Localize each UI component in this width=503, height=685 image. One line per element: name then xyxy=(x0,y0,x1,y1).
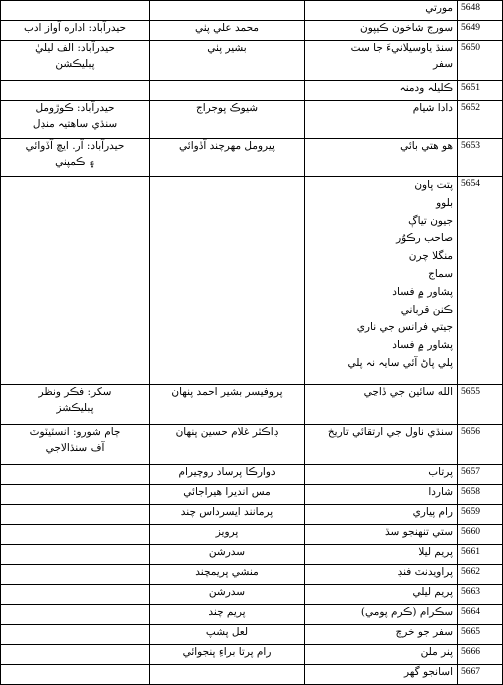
entry-author xyxy=(150,625,305,645)
table-row xyxy=(1,385,503,425)
entry-author xyxy=(150,21,305,41)
entry-publisher-line: ۽ ڪمپني xyxy=(55,155,95,168)
entry-author xyxy=(150,505,305,525)
entry-title-line: سنڌي ناول جي ارتقائي تاريخ xyxy=(327,426,453,438)
table-row xyxy=(1,565,503,585)
entry-title xyxy=(305,385,458,425)
entry-title-line: سنڌ ياوسيلانيءَ جا ست xyxy=(350,42,453,54)
entry-author xyxy=(150,485,305,505)
table-row xyxy=(1,41,503,81)
table-row xyxy=(1,1,503,21)
entry-number: 5651 xyxy=(458,81,503,101)
entry-title-line: هو هتي بائي xyxy=(400,140,453,152)
entry-title-line: ڪليلہ ودمنہ xyxy=(399,82,453,94)
entry-author-line: رام پرتا براءِ پنجوائي xyxy=(182,646,272,658)
entry-author xyxy=(150,525,305,545)
entry-publisher-line: ڄام شورو: انسٽيٽوٽ xyxy=(29,426,121,438)
table-row xyxy=(1,545,503,565)
table-row xyxy=(1,177,503,385)
entry-title-line: سڪرام (ڪرم پومي) xyxy=(360,606,453,618)
entry-number: 5649 xyxy=(458,21,503,41)
table-row xyxy=(1,81,503,101)
table-row xyxy=(1,21,503,41)
entry-publisher xyxy=(1,81,150,101)
entry-author xyxy=(150,177,305,385)
entry-author xyxy=(150,425,305,465)
table-row xyxy=(1,605,503,625)
entry-publisher-line: پبليڪشز xyxy=(56,401,94,414)
entry-number: 5663 xyxy=(458,585,503,605)
entry-publisher-line: حيدرآباد: اداره آواز ادب xyxy=(23,22,127,34)
entry-publisher xyxy=(1,585,150,605)
entry-author-line: بشير پٺي xyxy=(207,42,247,54)
entry-publisher xyxy=(1,505,150,525)
entry-title-line: جيتي فرانس جي ناري xyxy=(356,321,453,334)
entry-publisher-line: سنڌي ساهتيہ منڊل xyxy=(32,117,118,130)
entry-number: 5650 xyxy=(458,41,503,81)
entry-author-line: پرمانند ايسرداس چند xyxy=(180,506,274,518)
entry-title xyxy=(305,665,458,685)
entry-author-line: پيرومل مهرچند آڏوائي xyxy=(179,140,275,152)
entry-title-line: سفر جو خرچ xyxy=(395,626,453,638)
entry-title xyxy=(305,525,458,545)
entry-title-line: پريم ليلي xyxy=(412,586,453,598)
entry-title-line: پلي پاڻ آئي سايہ نہ پلي xyxy=(347,356,453,369)
entry-title xyxy=(305,81,458,101)
entry-title-line: پشاور ۾ فساد xyxy=(392,339,453,352)
table-row xyxy=(1,645,503,665)
entry-publisher-line: حيدرآباد: الف ليليٰ xyxy=(35,42,115,54)
entry-author xyxy=(150,41,305,81)
table-row xyxy=(1,525,503,545)
entry-publisher xyxy=(1,41,150,81)
entry-title-line: پشاور ۾ فساد xyxy=(392,285,453,298)
entry-author xyxy=(150,385,305,425)
entry-title xyxy=(305,505,458,525)
entry-title-line: دادا شيام xyxy=(412,102,453,114)
entry-title-line: جيون تياڳ xyxy=(408,214,453,227)
entry-title xyxy=(305,177,458,385)
entry-title xyxy=(305,545,458,565)
entry-title-line: سفر xyxy=(433,57,453,70)
entry-publisher xyxy=(1,101,150,139)
entry-publisher xyxy=(1,665,150,685)
entry-number: 5648 xyxy=(458,1,503,21)
entry-title xyxy=(305,1,458,21)
entry-number: 5652 xyxy=(458,101,503,139)
entry-number: 5666 xyxy=(458,645,503,665)
entry-publisher xyxy=(1,21,150,41)
catalog-rows xyxy=(1,1,503,685)
entry-publisher xyxy=(1,465,150,485)
table-row xyxy=(1,585,503,605)
entry-title xyxy=(305,41,458,81)
entry-title-line: رام پياري xyxy=(412,506,453,518)
entry-publisher xyxy=(1,645,150,665)
entry-author-line: منشي پريمچند xyxy=(195,566,259,578)
entry-author-line: شيوڪ پوجراج xyxy=(195,102,259,114)
entry-title xyxy=(305,465,458,485)
entry-title-line: پراويدنٽ فنڊ xyxy=(397,566,453,578)
entry-number: 5662 xyxy=(458,565,503,585)
entry-title xyxy=(305,139,458,177)
entry-publisher xyxy=(1,525,150,545)
table-row xyxy=(1,465,503,485)
table-row xyxy=(1,485,503,505)
entry-title xyxy=(305,605,458,625)
table-row xyxy=(1,425,503,465)
entry-number: 5661 xyxy=(458,545,503,565)
entry-title xyxy=(305,101,458,139)
entry-publisher-line: حيدرآباد: آر. ايچ آڏوائي xyxy=(25,140,125,152)
entry-title xyxy=(305,565,458,585)
entry-author xyxy=(150,1,305,21)
entry-title xyxy=(305,645,458,665)
entry-publisher xyxy=(1,139,150,177)
entry-publisher xyxy=(1,485,150,505)
entry-author xyxy=(150,645,305,665)
entry-author xyxy=(150,139,305,177)
entry-number: 5664 xyxy=(458,605,503,625)
entry-author-line: محمد علي پٺي xyxy=(195,22,259,34)
entry-author-line: ڊاڪٽر غلام حسين پنهان xyxy=(175,426,279,438)
entry-title-line: پرتاب xyxy=(428,466,453,478)
entry-title-line: شاردا xyxy=(428,486,453,498)
entry-author xyxy=(150,465,305,485)
table-row xyxy=(1,665,503,685)
entry-author xyxy=(150,101,305,139)
entry-title xyxy=(305,585,458,605)
entry-publisher-line: حيدرآباد: ڪوڙومل xyxy=(35,102,115,114)
entry-title-line: پتت پاون xyxy=(414,179,453,191)
table-row xyxy=(1,505,503,525)
entry-title-line: پريم ليلا xyxy=(418,546,453,558)
entry-author xyxy=(150,565,305,585)
entry-author-line: پريم چند xyxy=(208,606,246,618)
entry-publisher xyxy=(1,385,150,425)
entry-author xyxy=(150,665,305,685)
entry-number: 5653 xyxy=(458,139,503,177)
entry-title xyxy=(305,485,458,505)
entry-publisher xyxy=(1,625,150,645)
entry-publisher-line: سکر: فڪر ونظر xyxy=(38,386,112,398)
entry-number: 5654 xyxy=(458,177,503,385)
entry-author xyxy=(150,605,305,625)
entry-author xyxy=(150,545,305,565)
entry-number: 5665 xyxy=(458,625,503,645)
entry-number: 5657 xyxy=(458,465,503,485)
entry-title-line: الله سائين جي ڏاڃي xyxy=(363,386,453,398)
entry-author-line: پرويز xyxy=(215,526,239,538)
entry-title-line: بلوو xyxy=(436,196,453,209)
entry-publisher xyxy=(1,565,150,585)
entry-publisher-line: پبليڪشن xyxy=(55,57,95,70)
entry-number: 5656 xyxy=(458,425,503,465)
entry-publisher xyxy=(1,425,150,465)
entry-number: 5660 xyxy=(458,525,503,545)
entry-publisher xyxy=(1,177,150,385)
entry-title xyxy=(305,425,458,465)
entry-title-line: منگلا چرن xyxy=(408,250,453,263)
entry-author-line: مس انديرا هيراجائي xyxy=(183,486,271,498)
table-row xyxy=(1,139,503,177)
entry-number: 5659 xyxy=(458,505,503,525)
entry-title-line: مورتي xyxy=(425,2,453,14)
entry-title-line: صاحب رڪوُر xyxy=(396,232,453,245)
entry-number: 5655 xyxy=(458,385,503,425)
entry-title xyxy=(305,625,458,645)
entry-title-line: ستي تنهنجو سڌ xyxy=(384,526,453,538)
entry-author-line: پروفيسر بشير احمد پنهان xyxy=(171,386,283,398)
table-row xyxy=(1,625,503,645)
entry-number: 5667 xyxy=(458,665,503,685)
entry-number: 5658 xyxy=(458,485,503,505)
entry-title-line: ڪنن قرباني xyxy=(400,303,453,316)
entry-author-line: دوارڪا پرساد روچيرام xyxy=(178,466,276,478)
entry-publisher-line: آف سنڌالاجي xyxy=(45,441,105,454)
entry-publisher xyxy=(1,1,150,21)
entry-title-line: سورج شاخون ڪيپون xyxy=(360,22,453,34)
entry-author-line: سدرشن xyxy=(208,546,246,558)
table-row xyxy=(1,101,503,139)
entry-title-line: سماج xyxy=(428,267,453,280)
entry-author-line: سدرشن xyxy=(208,586,246,598)
entry-title-line: اسانجو گهر xyxy=(403,666,453,678)
entry-title xyxy=(305,21,458,41)
entry-publisher xyxy=(1,605,150,625)
entry-publisher xyxy=(1,545,150,565)
entry-author xyxy=(150,81,305,101)
entry-author xyxy=(150,585,305,605)
entry-title-line: پنر ملن xyxy=(420,646,453,658)
entry-author-line: لعل پشپ xyxy=(205,626,249,638)
